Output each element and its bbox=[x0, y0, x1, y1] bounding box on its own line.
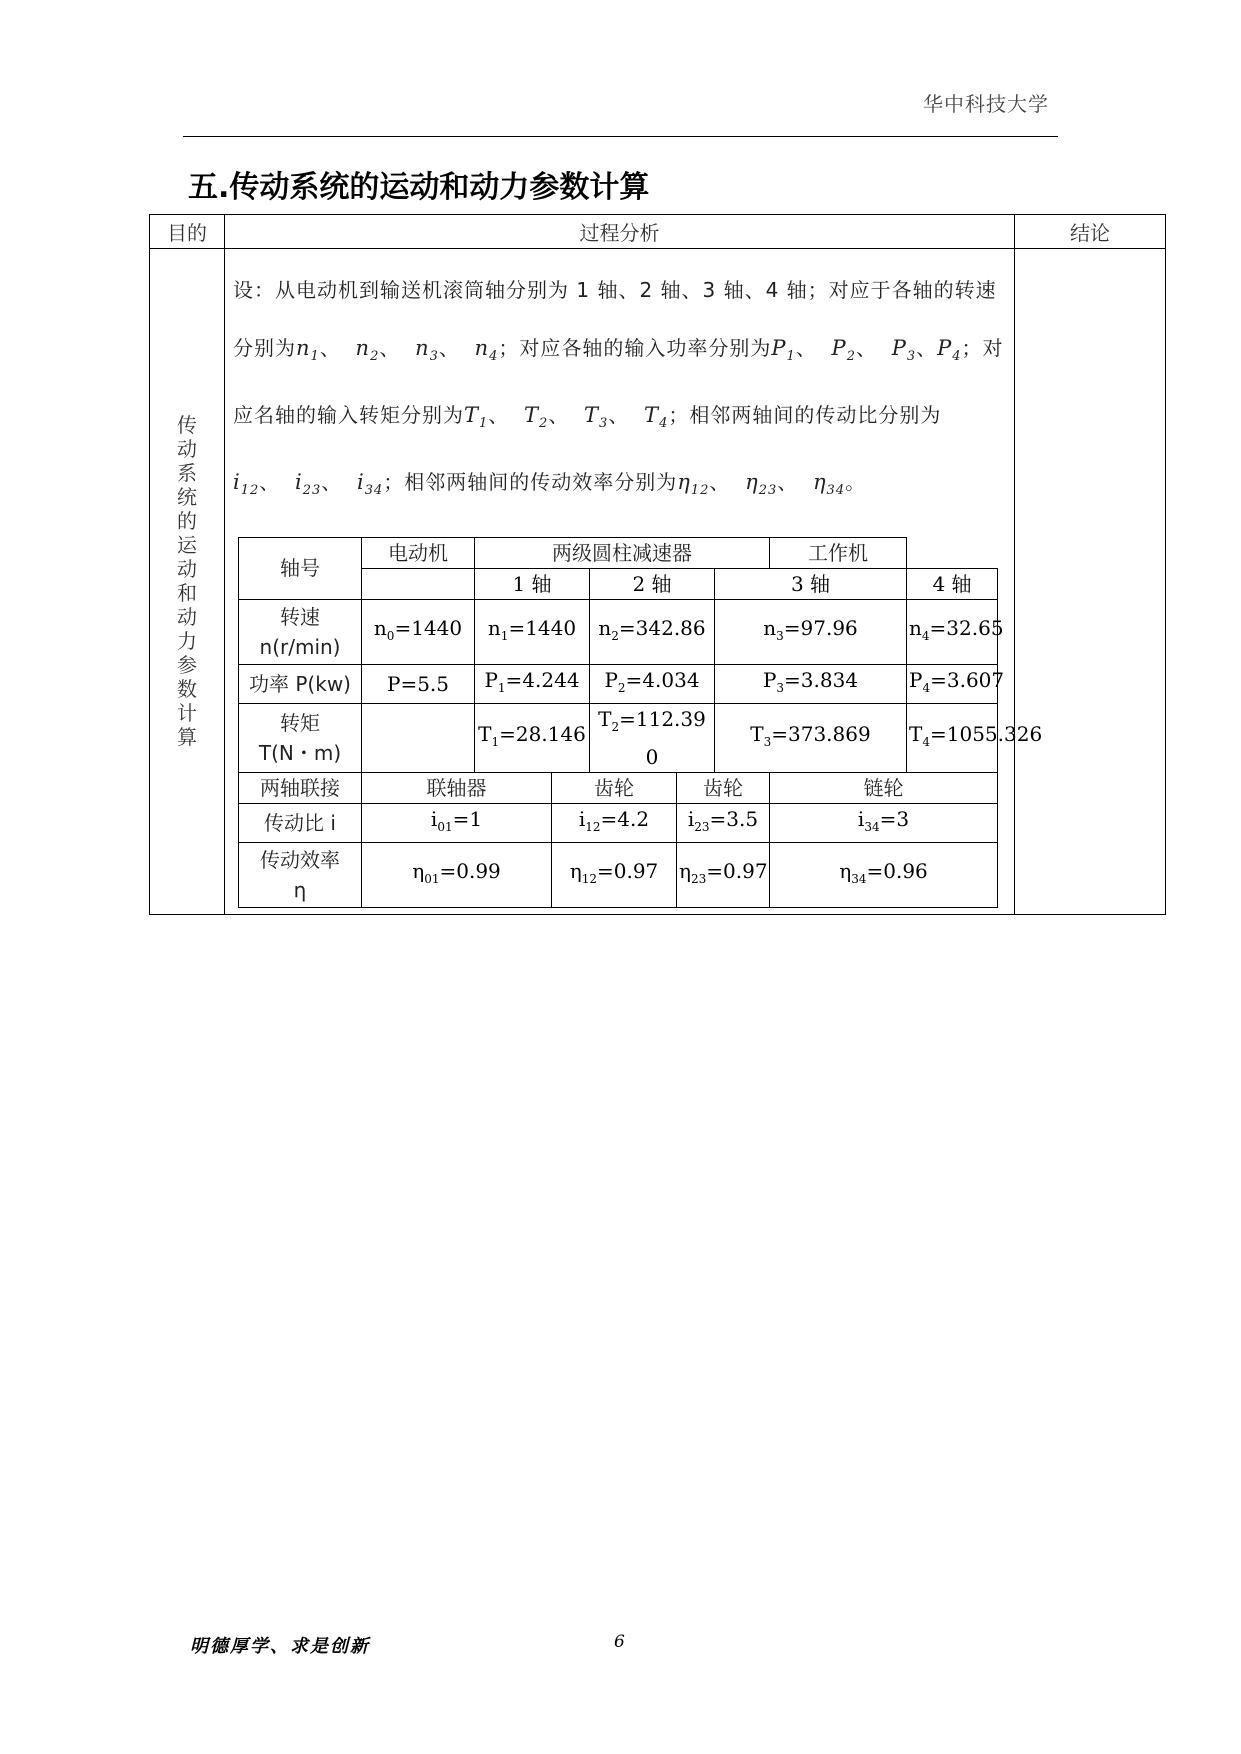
speed-1: $n_1=1440$ bbox=[475, 599, 590, 664]
para-text-1: 设：从电动机到输送机滚筒轴分别为 1 轴、2 轴、3 轴、4 轴；对应于各轴的转速分别为 bbox=[233, 278, 997, 360]
connect-0: 联轴器 bbox=[362, 772, 552, 803]
ratio-3: $i_{34}=3$ bbox=[770, 803, 998, 842]
shaft-2: 2 轴 bbox=[590, 568, 715, 599]
conclusion-cell bbox=[1015, 249, 1166, 915]
torque-2: $T_2=112.39$ 0 bbox=[590, 703, 715, 772]
col-process-header: 过程分析 bbox=[225, 215, 1015, 249]
reducer-header: 两级圆柱减速器 bbox=[475, 537, 770, 568]
shaft-label: 轴号 bbox=[239, 537, 362, 599]
connect-3: 链轮 bbox=[770, 772, 998, 803]
section-title: 五.传动系统的运动和动力参数计算 bbox=[188, 170, 650, 205]
ratio-2: $i_{23}=3.5$ bbox=[677, 803, 770, 842]
speed-0: $n_0=1440$ bbox=[362, 599, 475, 664]
power-label: 功率 P(kw) bbox=[239, 664, 362, 703]
connect-2: 齿轮 bbox=[677, 772, 770, 803]
power-1: $P_1=4.244$ bbox=[475, 664, 590, 703]
page-number: 6 bbox=[614, 1632, 625, 1652]
purpose-cell bbox=[150, 249, 225, 915]
eff-3: $\eta_{34}=0.96$ bbox=[770, 842, 998, 907]
process-cell bbox=[225, 249, 1043, 915]
shaft-4: 4 轴 bbox=[907, 568, 998, 599]
motor-header: 电动机 bbox=[362, 537, 475, 568]
ratio-0: $i_{01}=1$ bbox=[362, 803, 552, 842]
col-purpose-header: 目的 bbox=[150, 215, 225, 249]
eff-2: $\eta_{23}=0.97$ bbox=[677, 842, 770, 907]
connect-1: 齿轮 bbox=[552, 772, 677, 803]
worker-header: 工作机 bbox=[770, 537, 907, 568]
col-conclusion-header: 结论 bbox=[1015, 215, 1166, 249]
eff-0: $\eta_{01}=0.99$ bbox=[362, 842, 552, 907]
parameter-table bbox=[238, 537, 1043, 908]
power-4: $P_4=3.607$ bbox=[907, 664, 998, 703]
para-text-4: ；相邻两轴间的传动比分别为 bbox=[668, 403, 942, 428]
para-text-3: ；对应名轴的输入转矩分别为 bbox=[233, 336, 1004, 428]
header-university: 华中科技大学 bbox=[923, 92, 1049, 116]
process-paragraph: 设：从电动机到输送机滚筒轴分别为 1 轴、2 轴、3 轴、4 轴；对应于各轴的转速分别为$n_1$、 $n_2$、 $n_3$、 $n_4$；对应各轴的输入功率分别为$P_1$、 $P_2$、 $P_3$、$P_4$；对应名轴的输入转矩分别为$T_1$、 $T_2$、 $T_3$、 $T_4$；相邻两轴间的传动比分别为$i_{12}$、 $i_{23}$、 $i_{34}$；相邻两轴间的传动效率分别为$\eta_{12}$、 $\eta_{23}$、 $\eta_{34}$。 bbox=[233, 278, 1004, 499]
eff-1: $\eta_{12}=0.97$ bbox=[552, 842, 677, 907]
speed-3: $n_3=97.96$ bbox=[715, 599, 907, 664]
ratio-1: $i_{12}=4.2$ bbox=[552, 803, 677, 842]
speed-4: $n_4=32.65$ bbox=[907, 599, 998, 664]
header-rule bbox=[183, 136, 1058, 137]
shaft-3: 3 轴 bbox=[715, 568, 907, 599]
torque-label: 转矩 T(N・m) bbox=[239, 703, 362, 772]
speed-label: 转速 n(r/min) bbox=[239, 599, 362, 664]
power-0: P=5.5 bbox=[362, 664, 475, 703]
eff-label: 传动效率 η bbox=[239, 842, 362, 907]
shaft-1: 1 轴 bbox=[475, 568, 590, 599]
para-text-5: ；相邻两轴间的传动效率分别为 bbox=[383, 470, 678, 495]
footer-motto: 明德厚学、求是创新 bbox=[190, 1636, 370, 1657]
connect-label: 两轴联接 bbox=[239, 772, 362, 803]
para-text-2: ；对应各轴的输入功率分别为 bbox=[498, 336, 772, 360]
power-3: $P_3=3.834$ bbox=[715, 664, 907, 703]
purpose-text: 传动系统的运动和动力参数计算 bbox=[177, 413, 197, 750]
outer-table bbox=[149, 214, 1166, 915]
speed-2: $n_2=342.86$ bbox=[590, 599, 715, 664]
motor-shaft-empty bbox=[362, 568, 475, 599]
torque-4: $T_4=1055.326$ bbox=[907, 703, 998, 772]
ratio-label: 传动比 i bbox=[239, 803, 362, 842]
torque-0 bbox=[362, 703, 475, 772]
power-2: $P_2=4.034$ bbox=[590, 664, 715, 703]
torque-1: $T_1=28.146$ bbox=[475, 703, 590, 772]
torque-3: $T_3=373.869$ bbox=[715, 703, 907, 772]
